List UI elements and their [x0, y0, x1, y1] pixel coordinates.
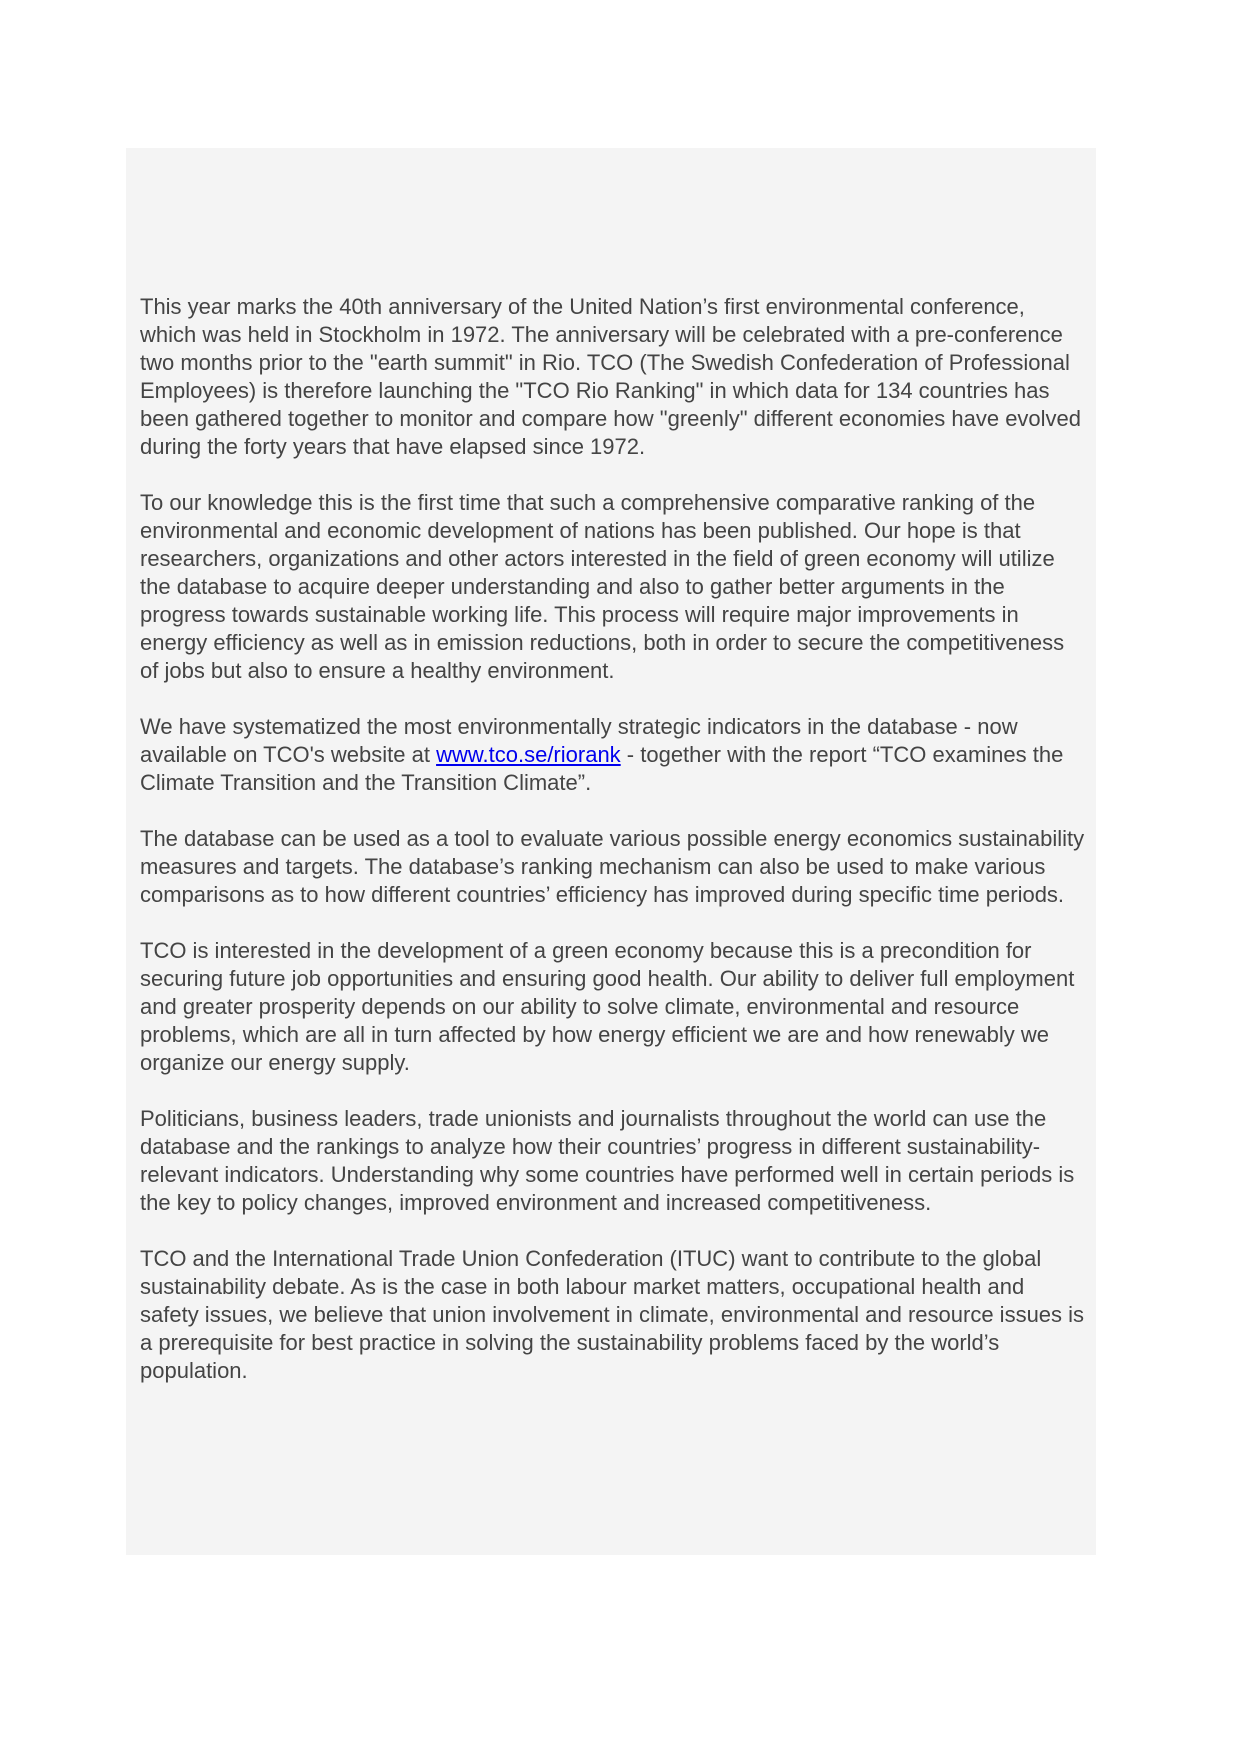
paragraph-database-link-before: We have systematized the most environmentally strategic indicators in the database - now available on TCO's website at — [140, 714, 1018, 767]
paragraph-anniversary: This year marks the 40th anniversary of the United Nation’s first environmental conference, which was held in Stockholm in 1972. The anniversary will be celebrated with a pre-conference two months prior to the "earth summit" in Rio. TCO (The Swedish Confederation of Professional Employees) is therefore launching the "TCO Rio Ranking" in which data for 134 countries has been gathered together to monitor and compare how "greenly" different economies have evolved during the forty years that have elapsed since 1972. — [140, 294, 1082, 459]
paragraph-politicians: Politicians, business leaders, trade unionists and journalists throughout the world can use the database and the rankings to analyze how their countries’ progress in different sustainability-relevant indicators. Understanding why some countries have performed well in certain periods is the key to policy changes, improved environment and increased competitiveness. — [140, 1106, 1075, 1215]
paragraph-first-ranking: To our knowledge this is the first time that such a comprehensive comparative ranking of the environmental and economic development of nations has been published. Our hope is that researchers, organizations and other actors interested in the field of green economy will utilize the database to acquire deeper understanding and also to gather better arguments in the progress towards sustainable working life. This process will require major improvements in energy efficiency as well as in emission reductions, both in order to secure the competitiveness of jobs but also to ensure a healthy environment. — [140, 490, 1065, 683]
paragraph-database-link — [140, 713, 1086, 797]
document-body-panel — [126, 148, 1096, 1555]
document-text — [140, 293, 1086, 1385]
paragraph-database-tool: The database can be used as a tool to evaluate various possible energy economics sustainability measures and targets. The database’s ranking mechanism can also be used to make various comparisons as to how different countries’ efficiency has improved during specific time periods. — [140, 826, 1085, 907]
riorank-link[interactable]: www.tco.se/riorank — [436, 742, 621, 767]
paragraph-ituc: TCO and the International Trade Union Confederation (ITUC) want to contribute to the global sustainability debate. As is the case in both labour market matters, occupational health and safety issues, we believe that union involvement in climate, environmental and resource issues is a prerequisite for best practice in solving the sustainability problems faced by the world’s population. — [140, 1246, 1085, 1383]
paragraph-database-link-after: - together with the report “TCO examines the Climate Transition and the Transition Climate”. — [140, 742, 1064, 795]
paragraph-green-economy: TCO is interested in the development of a green economy because this is a precondition for securing future job opportunities and ensuring good health. Our ability to deliver full employment and greater prosperity depends on our ability to solve climate, environmental and resource problems, which are all in turn affected by how energy efficient we are and how renewably we organize our energy supply. — [140, 938, 1075, 1075]
